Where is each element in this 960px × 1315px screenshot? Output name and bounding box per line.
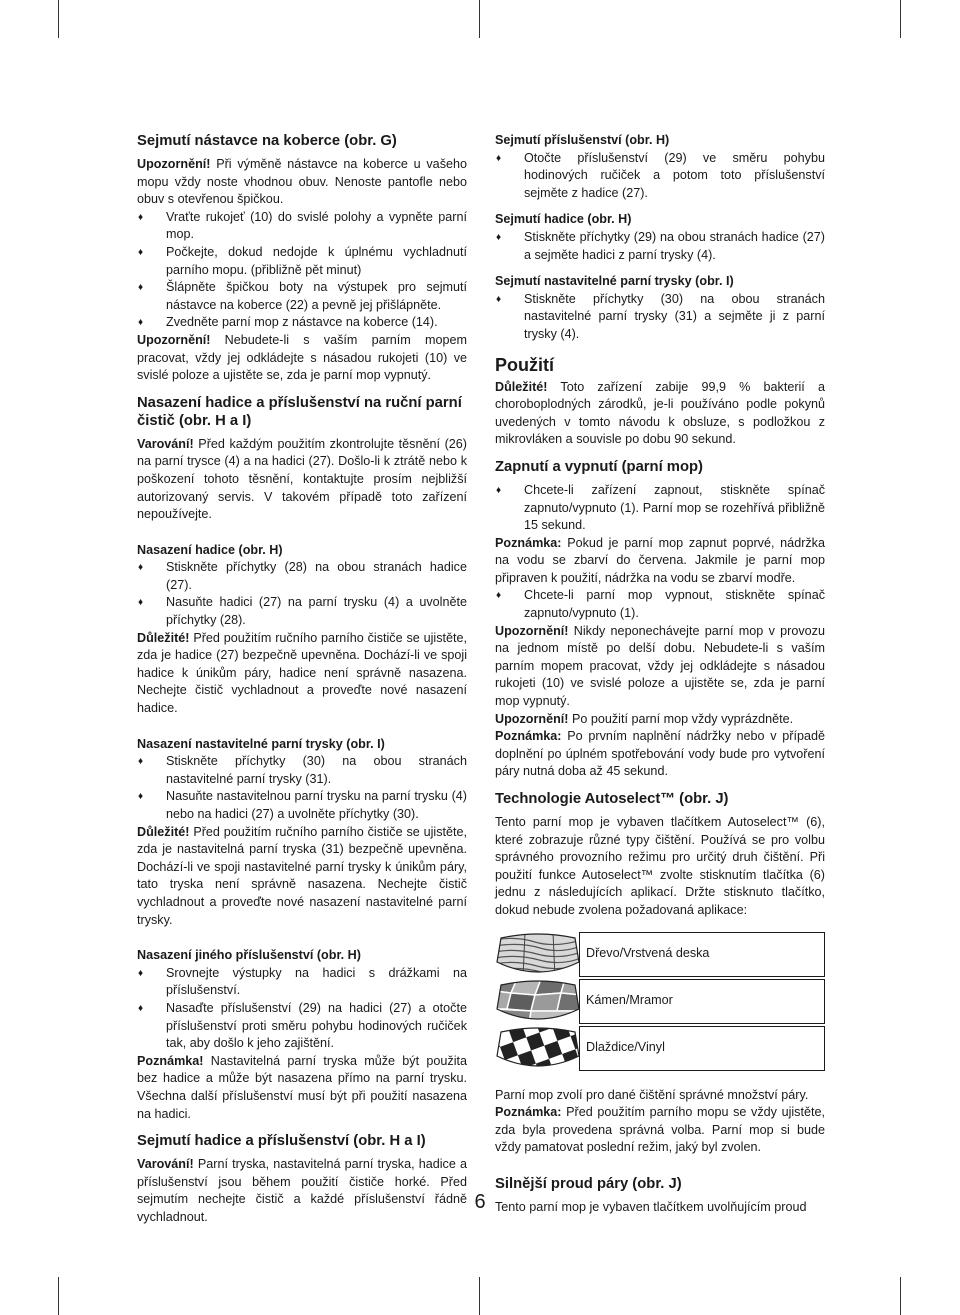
bullet-list xyxy=(495,482,825,535)
important-text: Toto zařízení zabije 99,9 % bakterií a choroboplodných zárodků, je-li používáno podle pokynů uvedených v tomto návodu k obsluze, s podložkou z mikrovláken a souvisle po dobu 90 sekund. xyxy=(495,379,825,447)
list-item: ♦ Nasaďte příslušenství (29) na hadici (27) a otočte příslušenství proti směru pohybu hodinových ručiček tak, aby došlo k jeho zajištění. xyxy=(137,1000,467,1053)
warning-text: Před každým použitím zkontrolujte těsnění (26) na parní trysce (4) a na hadici (27). Došlo-li k ztrátě nebo k poškození tohoto těsnění, kontaktujte prosím nejbližší autorizovaný servis. V takovém případě toto zařízení nepoužívejte. xyxy=(137,436,467,522)
bullet-list xyxy=(137,753,467,823)
mode-table xyxy=(495,932,825,1072)
list-item: ♦ Srovnejte výstupky na hadici s drážkami na příslušenství. xyxy=(137,965,467,1000)
wood-pattern-icon xyxy=(495,932,581,978)
warning-text: Parní tryska, nastavitelná parní tryska, hadice a příslušenství jsou během použití čističe horké. Před sejmutím nechejte čistič a každé příslušenství řádně vychladnout. xyxy=(137,1157,467,1224)
important-text: Před použitím ručního parního čističe se ujistěte, zda je nastavitelná parní tryska (31) bezpečně upevněna. Dochází-li ve spoji nastavitelné parní trysky k únikům páry, tato tryska není správně nasazena. Nechejte čistič vychladnout a proveďte nové nasazení nastavitelné parní trysky. xyxy=(137,824,467,927)
note-text: Nastavitelná parní tryska může být použita bez hadice a může být nasazena přímo na parní trysku. Všechna další příslušenství musí být při použití nasazena na hadici. xyxy=(137,1053,467,1121)
bullet-list xyxy=(137,965,467,1053)
warning-label: Upozornění! xyxy=(495,711,569,726)
mode-label: Dřevo/Vrstvená deska xyxy=(579,932,825,977)
warning-label: Varování! xyxy=(137,436,194,451)
warning-paragraph xyxy=(137,436,467,524)
section-title: Zapnutí a vypnutí (parní mop) xyxy=(495,458,703,475)
warning-text: Při výměně nástavce na koberce u vašeho mopu vždy noste vhodnou obuv. Nenoste pantofle nebo obuv s otevřenou špičkou. xyxy=(137,157,467,207)
section-title: Nasazení hadice a příslušenství na ruční parní čistič (obr. H a I) xyxy=(137,394,462,429)
section-title: Technologie Autoselect™ (obr. J) xyxy=(495,791,729,807)
crop-mark xyxy=(900,0,901,38)
list-item: ♦ Stiskněte příchytky (29) na obou stranách hadice (27) a sejměte hadici z parní trysky (4). xyxy=(495,229,825,264)
crop-mark xyxy=(479,0,480,38)
left-column xyxy=(137,132,467,1226)
list-item: ♦ Nasuňte hadici (27) na parní trysku (4) a uvolněte příchytky (28). xyxy=(137,594,467,629)
important-label: Důležité! xyxy=(137,824,190,839)
list-item: ♦ Počkejte, dokud nedojde k úplnému vychladnutí parního mopu. (přibližně pět minut) xyxy=(137,244,467,279)
warning-paragraph xyxy=(495,623,825,711)
list-item: ♦ Stiskněte příchytky (30) na obou stranách nastavitelné parní trysky (31). xyxy=(137,753,467,788)
section-title: Sejmutí hadice a příslušenství (obr. H a I) xyxy=(137,1133,426,1150)
bullet-list xyxy=(495,229,825,264)
warning-label: Upozornění! xyxy=(495,623,569,638)
note-text: Po prvním naplnění nádržky nebo v případě doplnění po úplném spotřebování vody bude pro vytvoření páry nutná doba až 45 sekund. xyxy=(495,729,825,779)
warning-text: Nikdy neponechávejte parní mop v provozu na jednom místě po delší dobu. Nebudete-li s vaším parním mopem pracovat, vždy jej odkládejte s násadou rukojeti (10) ve svislé poloze a ujistěte se, zda je parní mop vypnutý. xyxy=(495,623,825,709)
note-paragraph xyxy=(495,1104,825,1157)
note-paragraph xyxy=(495,728,825,781)
subsection-title: Nasazení hadice (obr. H) xyxy=(137,542,283,557)
warning-paragraph xyxy=(137,156,467,209)
warning-text: Po použití parní mop vždy vyprázdněte. xyxy=(568,711,794,726)
right-column xyxy=(495,132,825,1217)
subsection-title: Sejmutí nastavitelné parní trysky (obr. I) xyxy=(495,274,734,289)
mode-label: Dlaždice/Vinyl xyxy=(579,1026,825,1071)
list-item: ♦ Šlápněte špičkou boty na výstupek pro sejmutí nástavce na koberce (22) a pevně jej přišlápněte. xyxy=(137,279,467,314)
warning-label: Varování! xyxy=(137,1157,194,1172)
mode-label: Kámen/Mramor xyxy=(579,979,825,1024)
list-item: ♦ Vraťte rukojeť (10) do svislé polohy a vypněte parní mop. xyxy=(137,209,467,244)
list-item: ♦ Stiskněte příchytky (30) na obou stranách nastavitelné parní trysky (31) a sejměte ji z parní trysky (4). xyxy=(495,291,825,344)
crop-mark xyxy=(58,1277,59,1315)
note-paragraph xyxy=(495,535,825,588)
note-paragraph xyxy=(137,1053,467,1123)
crop-mark xyxy=(900,1277,901,1315)
important-paragraph xyxy=(137,824,467,930)
tile-pattern-icon xyxy=(495,1026,581,1072)
important-text: Před použitím ručního parního čističe se ujistěte, zda je hadice (27) bezpečně upevněna. Dochází-li ve spoji hadice k únikům páry, hadice není správně nasazena. Nechejte čistič vychladnout a proveďte nové nasazení hadice. xyxy=(137,630,467,716)
section-title: Silnější proud páry (obr. J) xyxy=(495,1175,682,1192)
list-item: ♦ Chcete-li zařízení zapnout, stiskněte spínač zapnuto/vypnuto (1). Parní mop se rozehřívá přibližně 15 sekund. xyxy=(495,482,825,535)
list-item: ♦ Nasuňte nastavitelnou parní trysku na parní trysku (4) nebo na hadici (27) a uvolněte příchytky (30). xyxy=(137,788,467,823)
note-label: Poznámka: xyxy=(495,729,562,744)
paragraph: Tento parní mop je vybaven tlačítkem Autoselect™ (6), které zobrazuje různé typy čištění. Používá se pro volbu správného provozního režimu pro určitý druh čištění. Při použití funkce Autoselect™ zvolte stisknutím tlačítka (6) jednu z následujících aplikací. Držte stisknuto tlačítko, dokud nebude zvolena požadovaná aplikace: xyxy=(495,815,825,917)
mode-row xyxy=(495,932,825,978)
note-label: Poznámka: xyxy=(495,1105,562,1120)
note-text: Před použitím parního mopu se vždy ujistěte, zda byla provedena správná volba. Parní mop si bude vždy pamatovat poslední režim, jaký byl zvolen. xyxy=(495,1105,825,1155)
note-label: Poznámka: xyxy=(495,535,562,550)
subsection-title: Sejmutí hadice (obr. H) xyxy=(495,212,632,227)
bullet-list xyxy=(137,559,467,629)
chapter-title: Použití xyxy=(495,354,554,375)
important-paragraph xyxy=(495,379,825,449)
crop-mark xyxy=(479,1277,480,1315)
bullet-list xyxy=(495,291,825,344)
warning-label: Upozornění! xyxy=(137,332,211,347)
paragraph: Tento parní mop je vybaven tlačítkem uvolňujícím proud xyxy=(495,1199,807,1214)
stone-pattern-icon xyxy=(495,979,581,1025)
list-item: ♦ Stiskněte příchytky (28) na obou stranách hadice (27). xyxy=(137,559,467,594)
bullet-list xyxy=(137,209,467,332)
list-item: ♦ Otočte příslušenství (29) ve směru pohybu hodinových ručiček a potom toto příslušenství sejměte z hadice (27). xyxy=(495,150,825,203)
bullet-list xyxy=(495,587,825,622)
warning-paragraph xyxy=(137,332,467,385)
warning-paragraph xyxy=(495,711,825,729)
bullet-list xyxy=(495,150,825,203)
crop-mark xyxy=(58,0,59,38)
note-text: Pokud je parní mop zapnut poprvé, nádržka na vodu se zbarví do červena. Jakmile je parní mop připraven k použití, nádržka na vodu se zbarví modře. xyxy=(495,535,825,585)
list-item: ♦ Chcete-li parní mop vypnout, stiskněte spínač zapnuto/vypnuto (1). xyxy=(495,587,825,622)
warning-text: Nebudete-li s vaším parním mopem pracovat, vždy jej odkládejte s násadou rukojeti (10) ve svislé poloze a ujistěte se, zda je parní mop vypnutý. xyxy=(137,332,467,383)
important-paragraph xyxy=(137,630,467,718)
paragraph: Parní mop zvolí pro dané čištění správné množství páry. xyxy=(495,1087,809,1102)
page-number: 6 xyxy=(474,1191,486,1213)
warning-label: Upozornění! xyxy=(137,157,211,171)
note-label: Poznámka! xyxy=(137,1053,204,1068)
mode-row xyxy=(495,1026,825,1072)
section-title: Sejmutí nástavce na koberce (obr. G) xyxy=(137,133,397,149)
important-label: Důležité! xyxy=(137,630,190,645)
list-item: ♦ Zvedněte parní mop z nástavce na koberce (14). xyxy=(137,314,467,332)
subsection-title: Nasazení jiného příslušenství (obr. H) xyxy=(137,948,361,963)
mode-row xyxy=(495,979,825,1025)
subsection-title: Nasazení nastavitelné parní trysky (obr. I) xyxy=(137,736,385,751)
subsection-title: Sejmutí příslušenství (obr. H) xyxy=(495,133,670,147)
important-label: Důležité! xyxy=(495,379,548,394)
